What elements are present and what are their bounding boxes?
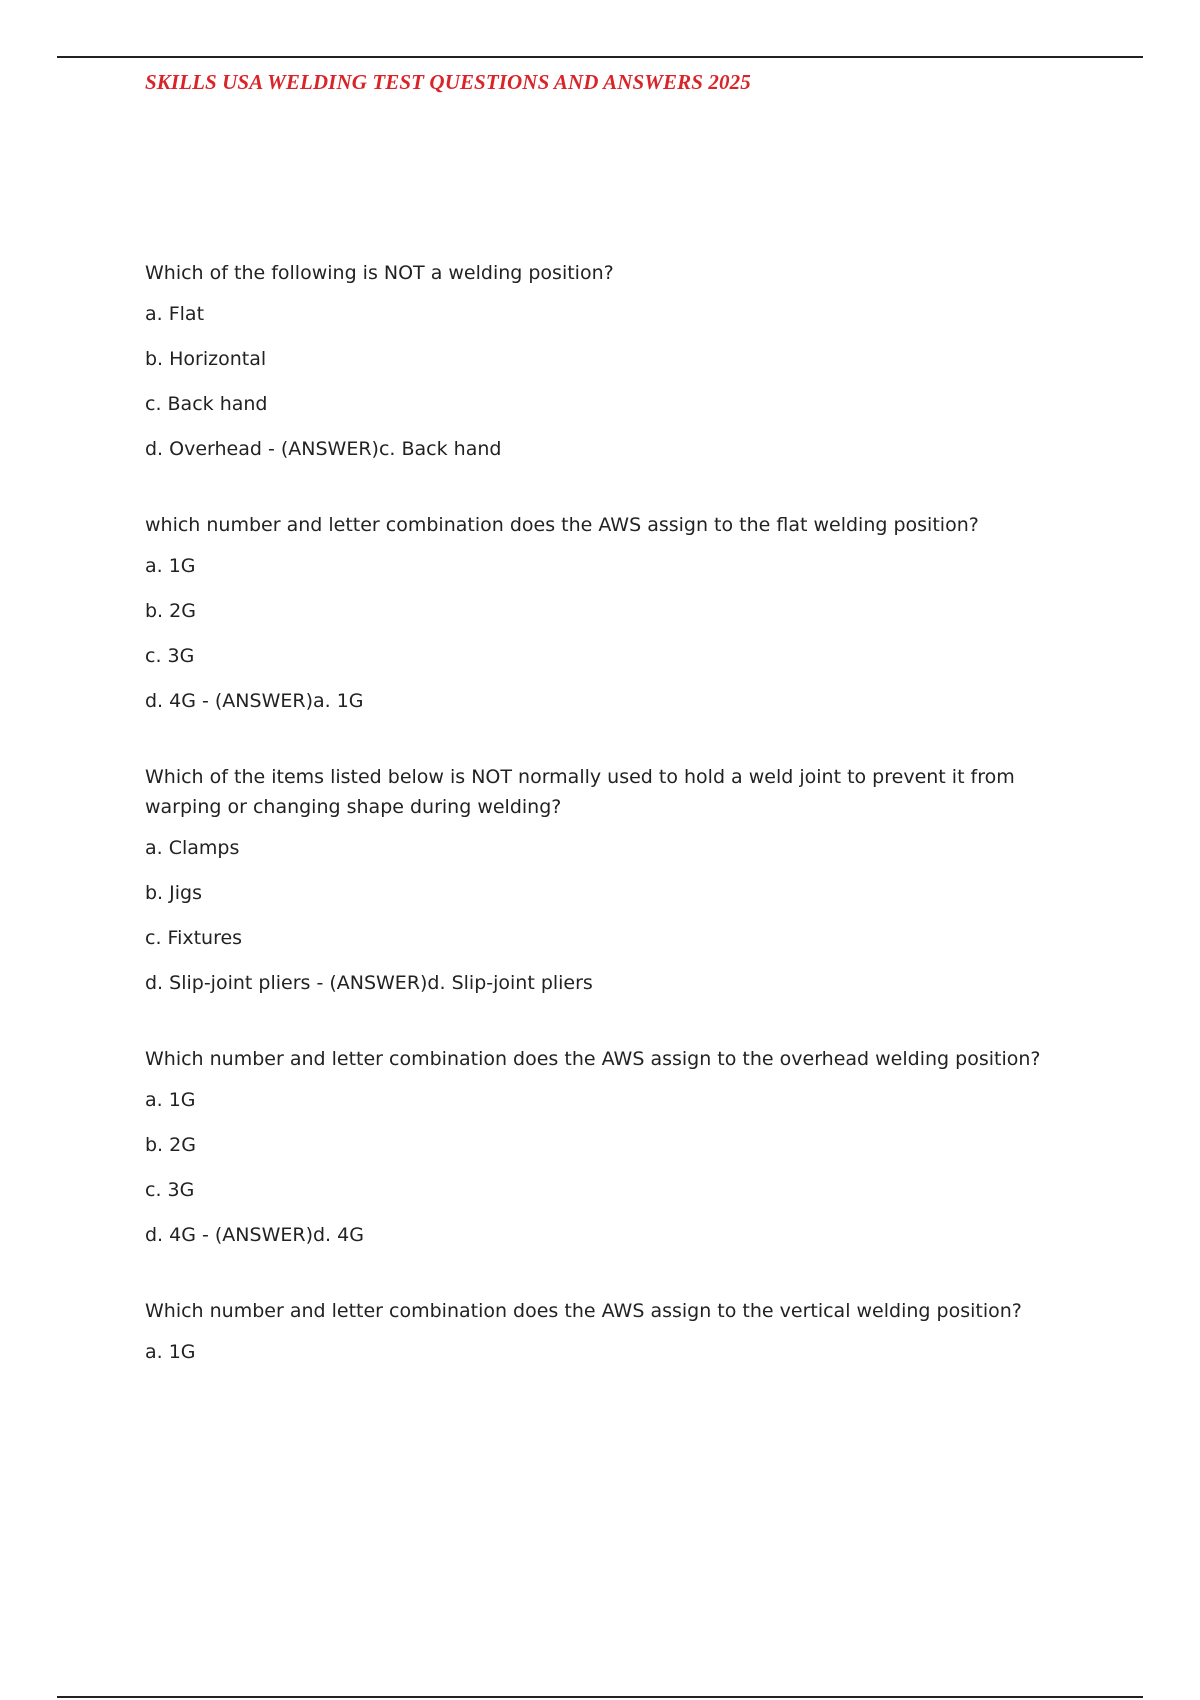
answer-option-with-answer: d. Slip-joint pliers - (ANSWER)d. Slip-joint pliers [145, 972, 593, 994]
answer-option: c. Fixtures [145, 927, 243, 949]
answer-option: c. 3G [145, 645, 195, 667]
question-block [145, 510, 1095, 716]
question-text: Which number and letter combination does the AWS assign to the vertical welding position? [145, 1300, 1022, 1322]
question-block [145, 258, 1095, 464]
answer-option-with-answer: d. 4G - (ANSWER)a. 1G [145, 690, 364, 712]
answer-option: b. 2G [145, 1134, 196, 1156]
answer-option: c. 3G [145, 1179, 195, 1201]
question-block [145, 1044, 1095, 1250]
answer-option: b. Horizontal [145, 348, 267, 370]
question-text: Which of the following is NOT a welding position? [145, 262, 614, 284]
answer-option: a. 1G [145, 1089, 196, 1111]
question-text: which number and letter combination does the AWS assign to the flat welding position? [145, 514, 979, 536]
question-block [145, 762, 1095, 998]
answer-option: b. Jigs [145, 882, 202, 904]
answer-option: a. 1G [145, 1341, 196, 1363]
answer-option: a. Clamps [145, 837, 240, 859]
question-list [145, 258, 1095, 1413]
answer-option: b. 2G [145, 600, 196, 622]
question-block [145, 1296, 1095, 1367]
top-rule [57, 56, 1143, 58]
answer-option: a. 1G [145, 555, 196, 577]
question-text: Which number and letter combination does the AWS assign to the overhead welding position? [145, 1048, 1041, 1070]
answer-option-with-answer: d. Overhead - (ANSWER)c. Back hand [145, 438, 502, 460]
answer-option-with-answer: d. 4G - (ANSWER)d. 4G [145, 1224, 364, 1246]
document-title: SKILLS USA WELDING TEST QUESTIONS AND ANSWERS 2025 [145, 70, 751, 94]
question-text: Which of the items listed below is NOT normally used to hold a weld joint to prevent it from warping or changing shape during welding? [145, 766, 1015, 818]
answer-option: a. Flat [145, 303, 205, 325]
bottom-rule [57, 1696, 1143, 1698]
answer-option: c. Back hand [145, 393, 268, 415]
